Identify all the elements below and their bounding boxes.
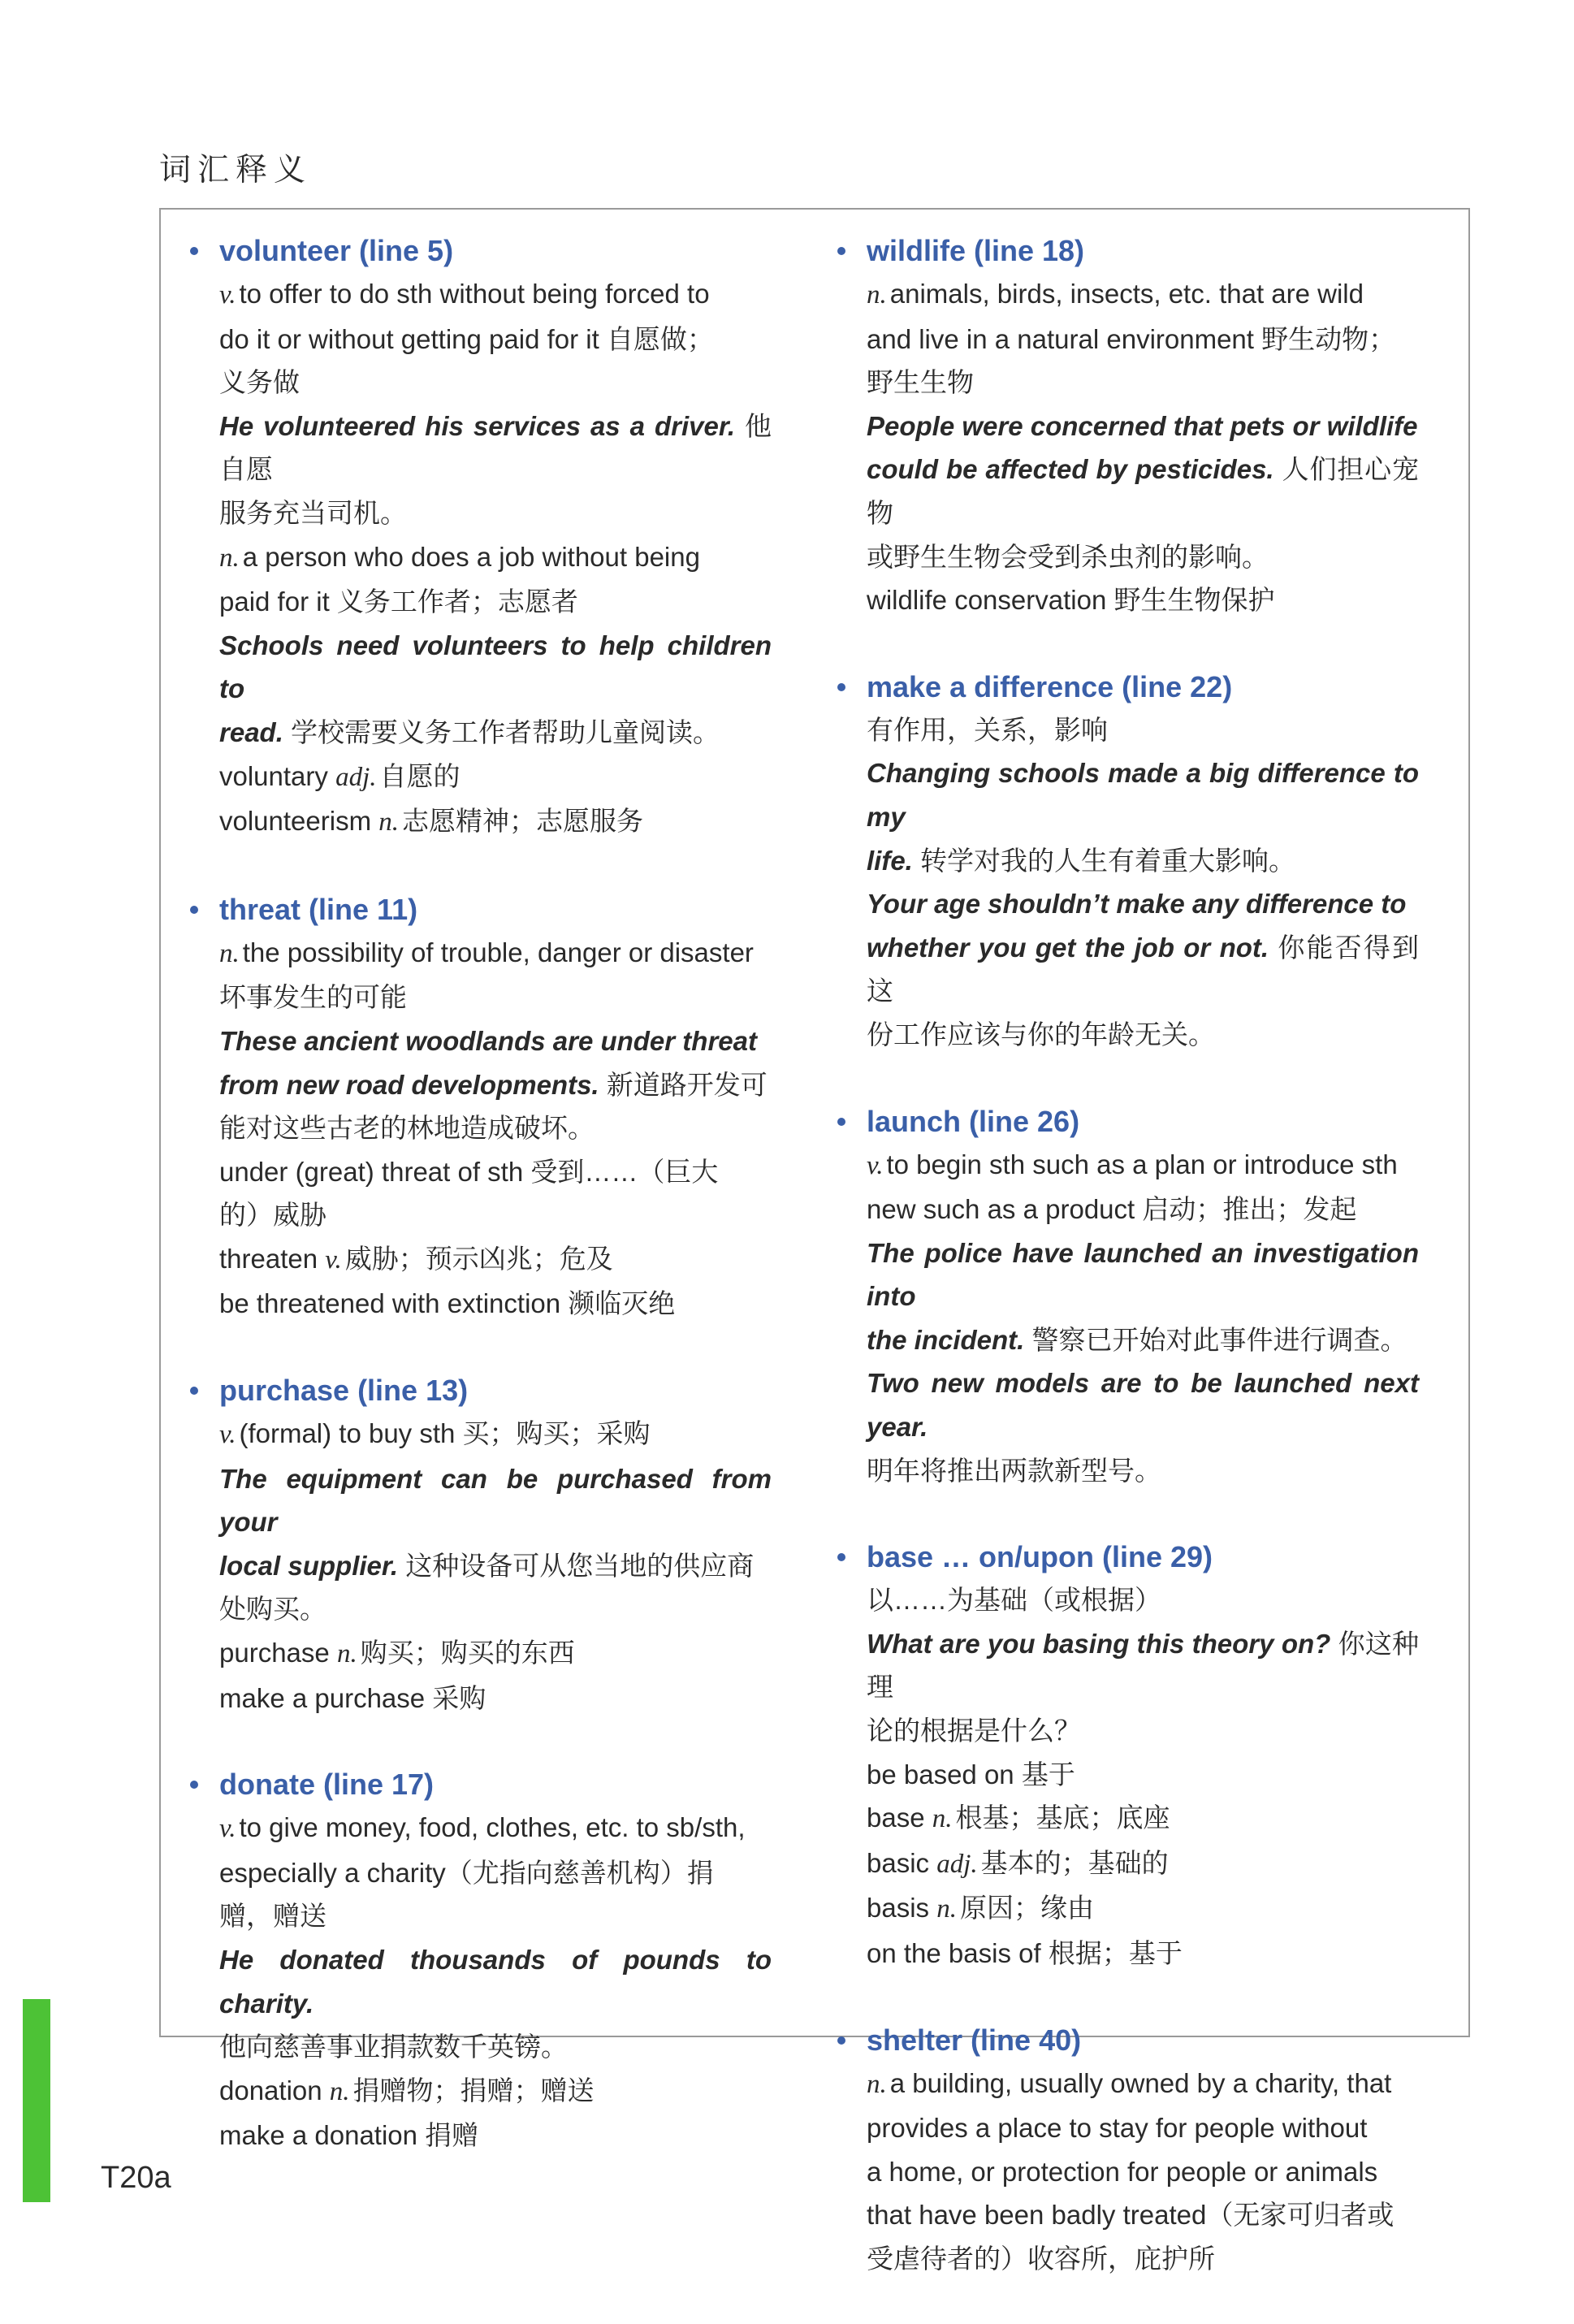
definition-line — [219, 1806, 772, 1851]
definition-line — [867, 1143, 1419, 1188]
translation-text: 基本的；基础的 — [980, 1847, 1169, 1878]
headword: base … on/upon (line 29) — [867, 1540, 1213, 1574]
definition-text: provides a place to stay for people without — [867, 2113, 1368, 2144]
definition-line — [219, 2069, 772, 2114]
definition-text: a home, or protection for people or animals — [867, 2156, 1378, 2187]
bullet-icon — [190, 1781, 198, 1789]
definition-text: 他自愿 — [219, 410, 772, 485]
definition-line — [219, 1587, 772, 1631]
headword: wildlife (line 18) — [867, 234, 1085, 267]
translation-text: 购买；购买的东西 — [360, 1638, 575, 1668]
definition-line — [867, 708, 1419, 752]
definition-line — [219, 1894, 772, 1938]
example-sentence: People were concerned that pets or wildlife — [867, 410, 1418, 441]
definition-line — [219, 361, 772, 405]
definition-text: 这种设备可从您当地的供应商 — [398, 1550, 755, 1581]
definition-text: make a purchase 采购 — [219, 1682, 486, 1713]
translation-text: 威胁；预示凶兆；危及 — [344, 1243, 613, 1274]
headword: donate (line 17) — [219, 1768, 435, 1802]
translation-text: 捐赠物；捐赠；赠送 — [352, 2075, 595, 2105]
definition-text: 转学对我的人生有着重大影响。 — [912, 845, 1296, 876]
vocab-entry — [190, 1369, 772, 1720]
definition-line — [219, 1063, 772, 1107]
definition-text: do it or without getting paid for it 自愿做； — [219, 323, 714, 354]
translation-text: 自愿的 — [379, 760, 461, 791]
definition-line — [867, 839, 1419, 883]
definition-text: paid for it 义务工作者；志愿者 — [219, 586, 578, 617]
definition-text: 义务做 — [219, 367, 300, 398]
definition-text: 论的根据是什么？ — [867, 1716, 1081, 1746]
part-of-speech: n. — [329, 2076, 350, 2106]
example-sentence: What are you basing this theory on? — [867, 1628, 1331, 1659]
definition-line — [219, 1457, 772, 1544]
example-sentence: Two new models are to be launched next year. — [867, 1368, 1419, 1443]
part-of-speech: adj. — [335, 762, 377, 792]
definition-line — [867, 1841, 1419, 1887]
bullet-icon — [837, 1118, 845, 1126]
definition-line — [219, 1019, 772, 1063]
definition-text: that have been badly treated（无家可归者或 — [867, 2200, 1395, 2231]
definition-line — [867, 926, 1419, 1013]
definition-text: 服务充当司机。 — [219, 497, 407, 528]
headword: launch (line 26) — [867, 1104, 1080, 1138]
definition-line — [219, 799, 772, 845]
definition-line — [219, 1631, 772, 1677]
definition-line — [867, 1622, 1419, 1709]
definition-text: the possibility of trouble, danger or disaster — [242, 937, 754, 967]
headword: volunteer (line 5) — [219, 234, 454, 267]
headword: threat (line 11) — [219, 892, 418, 926]
definition-line — [219, 1106, 772, 1150]
part-of-speech: n. — [936, 1894, 957, 1924]
example-sentence: could be affected by pesticides. — [867, 454, 1274, 485]
definition-text: 份工作应该与你的年龄无关。 — [867, 1019, 1215, 1049]
definition-line — [867, 2150, 1419, 2194]
vocab-entry — [837, 229, 1419, 622]
example-sentence: whether you get the job or not. — [867, 932, 1269, 963]
definition-text: volunteerism — [219, 806, 379, 837]
headword: make a difference (line 22) — [867, 669, 1233, 703]
bullet-icon — [190, 247, 198, 255]
definition-line — [219, 535, 772, 581]
definition-line — [867, 1318, 1419, 1362]
vocab-entry — [837, 1535, 1419, 1975]
definition-text: to offer to do sth without being forced to — [239, 279, 710, 309]
headword: shelter (line 40) — [867, 2023, 1082, 2057]
part-of-speech: v. — [219, 280, 236, 309]
definition-text: 新道路开发可 — [599, 1069, 768, 1100]
definition-line — [219, 1677, 772, 1720]
vocab-entry — [837, 665, 1419, 1057]
definition-line — [867, 1013, 1419, 1057]
right-column — [837, 229, 1419, 2324]
definition-text: basic — [867, 1847, 937, 1878]
example-sentence: Changing schools made a big difference to my — [867, 758, 1419, 832]
example-sentence: He donated thousands of pounds to charity. — [219, 1945, 772, 2019]
definition-text: new such as a product 启动；推出；发起 — [867, 1194, 1357, 1225]
definition-text: and live in a natural environment 野生动物； — [867, 323, 1396, 354]
bullet-icon — [837, 1553, 845, 1561]
vocab-entry — [190, 229, 772, 845]
example-sentence: the incident. — [867, 1324, 1025, 1355]
definition-line — [867, 1188, 1419, 1231]
definition-line — [219, 1150, 772, 1194]
definition-line — [219, 2114, 772, 2157]
vocabulary-box — [159, 208, 1470, 2274]
vocab-entry — [190, 1763, 772, 2157]
definition-line — [219, 2025, 772, 2069]
definition-text: 受虐待者的）收容所，庇护所 — [867, 2243, 1215, 2274]
definition-text: on the basis of 根据；基于 — [867, 1938, 1183, 1968]
definition-line — [219, 1237, 772, 1283]
definition-line — [219, 1193, 772, 1237]
definition-text: 以……为基础（或根据） — [867, 1585, 1161, 1616]
example-sentence: These ancient woodlands are under threat — [219, 1025, 757, 1056]
translation-text: 根基；基底；底座 — [955, 1803, 1170, 1833]
definition-line — [867, 2193, 1419, 2237]
definition-text: to give money, food, clothes, etc. to sb/sth, — [239, 1812, 746, 1843]
bullet-icon — [837, 247, 845, 255]
definition-text: under (great) threat of sth 受到……（巨大 — [219, 1156, 719, 1187]
definition-line — [867, 448, 1419, 534]
definition-line — [867, 1753, 1419, 1797]
definition-text: 学校需要义务工作者帮助儿童阅读。 — [283, 716, 720, 747]
definition-text: 处购买。 — [219, 1594, 326, 1625]
definition-text: 坏事发生的可能 — [219, 982, 407, 1013]
definition-line — [219, 755, 772, 800]
vocab-entry — [837, 2019, 1419, 2281]
part-of-speech: adj. — [936, 1849, 978, 1879]
part-of-speech: v. — [325, 1244, 342, 1275]
vocab-entry — [190, 888, 772, 1326]
definition-text: 赠，赠送 — [219, 1901, 326, 1932]
definition-line — [867, 882, 1419, 926]
definition-line — [219, 318, 772, 361]
definition-line — [219, 1544, 772, 1588]
example-sentence: He volunteered his services as a driver. — [219, 410, 736, 441]
definition-line — [219, 1851, 772, 1895]
definition-line — [867, 1709, 1419, 1753]
definition-line — [219, 491, 772, 535]
part-of-speech: n. — [867, 2069, 887, 2099]
definition-line — [219, 976, 772, 1019]
definition-text: 人们担心宠物 — [867, 454, 1419, 528]
definition-line — [867, 2106, 1419, 2150]
part-of-speech: v. — [219, 1420, 236, 1450]
definition-line — [219, 405, 772, 491]
example-sentence: The equipment can be purchased from your — [219, 1463, 772, 1538]
definition-text: make a donation 捐赠 — [219, 2120, 479, 2151]
definition-text: be threatened with extinction 濒临灭绝 — [219, 1288, 676, 1319]
bullet-icon — [190, 906, 198, 914]
definition-line — [219, 580, 772, 624]
example-sentence: read. — [219, 716, 283, 747]
definition-line — [219, 272, 772, 318]
definition-line — [867, 578, 1419, 622]
definition-text: threaten — [219, 1243, 326, 1274]
definition-text: 警察已开始对此事件进行调查。 — [1024, 1324, 1408, 1355]
part-of-speech: n. — [867, 280, 887, 309]
definition-text: (formal) to buy sth 买；购买；采购 — [239, 1418, 651, 1449]
example-sentence: The police have launched an investigation into — [867, 1237, 1419, 1312]
definition-text: donation — [219, 2075, 330, 2105]
definition-text: basis — [867, 1893, 937, 1924]
part-of-speech: n. — [378, 807, 399, 837]
definition-text: 你能否得到这 — [867, 932, 1419, 1006]
definition-line — [867, 1796, 1419, 1841]
page-edge-tab — [23, 1999, 50, 2202]
bullet-icon — [837, 2036, 845, 2045]
definition-line — [867, 318, 1419, 361]
definition-text: a person who does a job without being — [242, 541, 700, 572]
translation-text: 志愿精神；志愿服务 — [402, 806, 643, 837]
example-sentence: local supplier. — [219, 1550, 399, 1581]
definition-line — [867, 1932, 1419, 1976]
definition-text: animals, birds, insects, etc. that are wild — [889, 279, 1364, 309]
part-of-speech: n. — [219, 543, 240, 573]
definition-text: 野生生物 — [867, 367, 974, 398]
definition-text: voluntary — [219, 760, 336, 791]
definition-text: 你这种理 — [867, 1628, 1420, 1703]
definition-text: base — [867, 1803, 932, 1833]
definition-text: 有作用，关系，影响 — [867, 714, 1108, 745]
part-of-speech: v. — [219, 1814, 236, 1844]
definition-text: a building, usually owned by a charity, that — [889, 2067, 1392, 2098]
headword: purchase (line 13) — [219, 1374, 469, 1408]
definition-line — [219, 1282, 772, 1326]
definition-text: purchase — [219, 1638, 337, 1668]
definition-line — [219, 711, 772, 755]
section-title: 词汇释义 — [159, 152, 313, 188]
part-of-speech: v. — [867, 1150, 884, 1180]
definition-text: 或野生生物会受到杀虫剂的影响。 — [867, 541, 1269, 572]
definition-text: 他向慈善事业捐款数千英镑。 — [219, 2032, 568, 2062]
definition-text: wildlife conservation 野生生物保护 — [867, 585, 1275, 616]
definition-text: especially a charity（尤指向慈善机构）捐 — [219, 1857, 714, 1888]
definition-line — [867, 361, 1419, 405]
translation-text: 原因；缘由 — [959, 1893, 1094, 1924]
definition-text: 明年将推出两款新型号。 — [867, 1455, 1161, 1486]
left-column — [190, 229, 772, 2201]
definition-line — [219, 1938, 772, 2025]
definition-line — [867, 1578, 1419, 1622]
definition-line — [867, 751, 1419, 838]
example-sentence: Schools need volunteers to help children to — [219, 630, 772, 704]
definition-text: 的）威胁 — [219, 1200, 326, 1231]
definition-line — [867, 1231, 1419, 1318]
definition-text: 能对这些古老的林地造成破坏。 — [219, 1113, 595, 1144]
definition-line — [867, 2237, 1419, 2281]
definition-text: to begin sth such as a plan or introduce sth — [886, 1149, 1398, 1179]
definition-line — [867, 272, 1419, 318]
definition-line — [219, 624, 772, 711]
bullet-icon — [837, 683, 845, 691]
definition-line — [867, 1361, 1419, 1448]
definition-line — [867, 1449, 1419, 1493]
part-of-speech: n. — [336, 1639, 357, 1669]
definition-line — [867, 2062, 1419, 2107]
example-sentence: life. — [867, 845, 913, 876]
part-of-speech: n. — [219, 938, 240, 968]
example-sentence: from new road developments. — [219, 1069, 599, 1100]
bullet-icon — [190, 1387, 198, 1395]
example-sentence: Your age shouldn’t make any difference to — [867, 889, 1407, 920]
definition-text: be based on 基于 — [867, 1759, 1075, 1790]
definition-line — [219, 931, 772, 976]
definition-line — [867, 405, 1419, 448]
vocab-entry — [837, 1100, 1419, 1493]
definition-line — [867, 535, 1419, 579]
page-number: T20a — [101, 2161, 171, 2195]
part-of-speech: n. — [932, 1804, 953, 1834]
definition-line — [867, 1886, 1419, 1932]
definition-line — [219, 1412, 772, 1457]
